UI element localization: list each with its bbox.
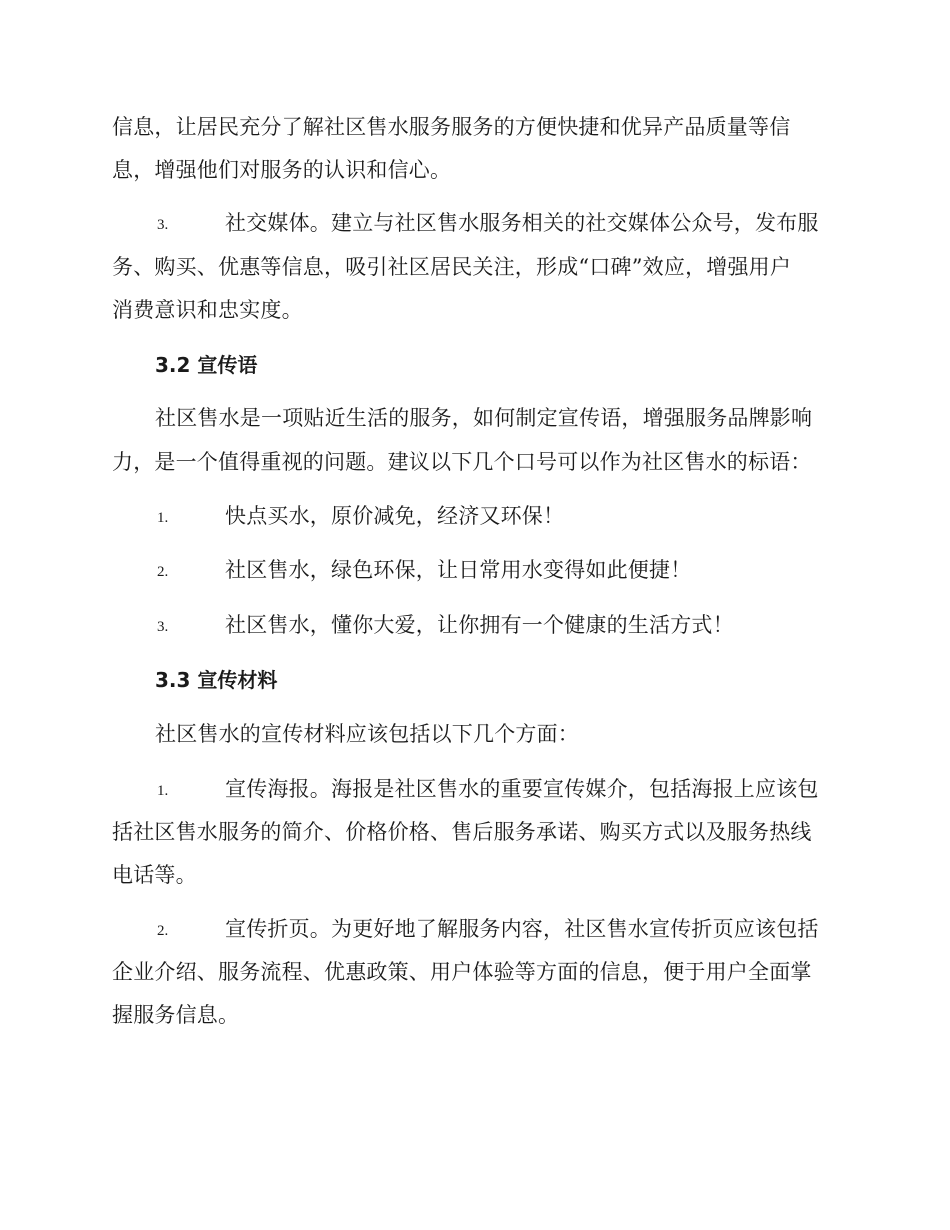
list-item-text: 宣传海报。海报是社区售水的重要宣传媒介，包括海报上应该包: [225, 777, 819, 801]
slogan-text: 快点买水，原价减免，经济又环保！: [225, 504, 565, 528]
paragraph-line: 息，增强他们对服务的认识和信心。: [112, 158, 452, 182]
list-number: 1.: [157, 783, 169, 799]
list-item-text: 企业介绍、服务流程、优惠政策、用户体验等方面的信息，便于用户全面掌: [112, 960, 812, 984]
list-number: 2.: [157, 564, 169, 580]
list-number: 3.: [157, 217, 169, 233]
list-item-text: 务、购买、优惠等信息，吸引社区居民关注，形成“口碑”效应，增强用户: [112, 255, 792, 279]
section-heading: 3.3 宣传材料: [155, 668, 278, 692]
paragraph-line: 信息，让居民充分了解社区售水服务服务的方便快捷和优异产品质量等信: [112, 115, 791, 139]
list-number: 1.: [157, 510, 169, 526]
paragraph-line: 力，是一个值得重视的问题。建议以下几个口号可以作为社区售水的标语：: [112, 450, 812, 474]
list-item-text: 消费意识和忠实度。: [112, 298, 303, 322]
list-item-text: 握服务信息。: [112, 1003, 240, 1027]
paragraph-line: 社区售水是一项贴近生活的服务，如何制定宣传语，增强服务品牌影响: [155, 406, 813, 430]
section-heading: 3.2 宣传语: [155, 353, 258, 377]
list-item-text: 宣传折页。为更好地了解服务内容，社区售水宣传折页应该包括: [225, 917, 819, 941]
paragraph-line: 社区售水的宣传材料应该包括以下几个方面：: [155, 722, 579, 746]
list-item-text: 电话等。: [112, 863, 197, 887]
list-item-text: 括社区售水服务的简介、价格价格、售后服务承诺、购买方式以及服务热线: [112, 820, 812, 844]
list-item-text: 社交媒体。建立与社区售水服务相关的社交媒体公众号，发布服: [225, 211, 819, 235]
list-number: 3.: [157, 619, 169, 635]
slogan-text: 社区售水，懂你大爱，让你拥有一个健康的生活方式！: [225, 613, 734, 637]
list-number: 2.: [157, 923, 169, 939]
slogan-text: 社区售水，绿色环保，让日常用水变得如此便捷！: [225, 558, 692, 582]
